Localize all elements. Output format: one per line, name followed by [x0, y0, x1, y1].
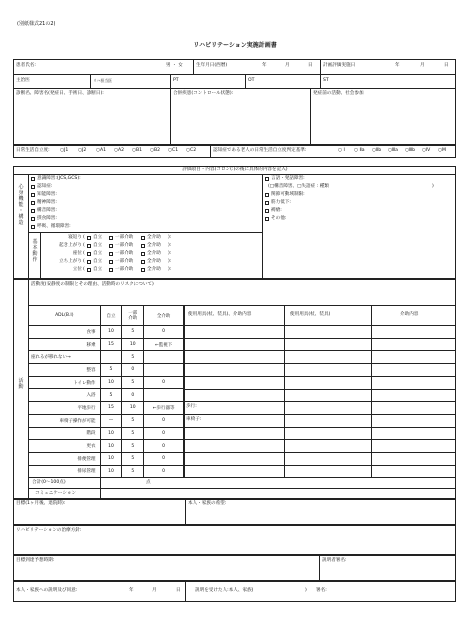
table-row: [29, 414, 184, 427]
eval-day: 日: [444, 63, 449, 68]
table-cell: 0: [144, 414, 184, 427]
pt-label: PT: [173, 78, 179, 83]
disabled-option[interactable]: ○A2: [114, 148, 125, 153]
col-header-partial: 一部 介助: [122, 306, 144, 326]
divider: [210, 145, 211, 158]
sex-label: 男 ・ 女: [166, 63, 183, 68]
table-cell: 10: [100, 465, 122, 478]
divider: [40, 232, 41, 279]
patient-name-label: 患者氏名:: [16, 63, 36, 68]
consent-day: 日: [176, 588, 181, 593]
basic-movement-option: 一部介助: [115, 243, 134, 248]
table-cell: 排尿管理: [29, 465, 101, 478]
dementia-option[interactable]: ○ Ⅰ: [338, 148, 345, 153]
checkbox[interactable]: [31, 193, 35, 197]
dementia-option[interactable]: ○M: [438, 148, 446, 153]
basic-movement-option: 全介助: [147, 243, 161, 248]
eval-year: 年: [395, 63, 400, 68]
dob-label: 生年月日(西暦): [196, 63, 228, 68]
divider: [184, 338, 456, 339]
table-cell: 10: [122, 338, 144, 351]
checkbox[interactable]: [87, 252, 91, 256]
basic-movement-option: 自立: [93, 259, 103, 264]
checkbox[interactable]: [265, 201, 269, 205]
col-header-independent: 自立: [100, 306, 122, 326]
table-row: [29, 452, 184, 465]
basic-movement-close-paren: ):: [168, 251, 172, 256]
eval-item: (□構音障害、□失語症 : 種類: [268, 184, 329, 189]
disabled-option[interactable]: ○J1: [60, 148, 69, 153]
disabled-option[interactable]: ○A1: [96, 148, 107, 153]
table-cell: 5: [122, 326, 144, 339]
table-cell: 10: [100, 427, 122, 440]
divider: [185, 499, 186, 525]
divider: [310, 88, 311, 145]
consent-month: 月: [152, 588, 157, 593]
table-cell: 10: [100, 376, 122, 389]
disabled-option[interactable]: ○B1: [132, 148, 143, 153]
divider: [184, 414, 456, 415]
divider: [28, 477, 456, 478]
checkbox[interactable]: [109, 252, 113, 256]
eval-item: ): [432, 184, 434, 189]
basic-movement-item-label: 立位: [72, 267, 82, 272]
table-cell: 0: [144, 440, 184, 453]
table-cell: 5: [122, 414, 144, 427]
table-cell: 10: [100, 452, 122, 465]
table-cell: 5: [100, 364, 122, 377]
checkbox[interactable]: [31, 201, 35, 205]
checkbox[interactable]: [141, 252, 145, 256]
basic-movement-open-paren: (: [83, 235, 85, 240]
col-header-assist2: 介助内容: [400, 312, 419, 317]
table-row: [29, 389, 184, 402]
basic-movement-option: 一部介助: [115, 251, 134, 256]
checkbox[interactable]: [109, 236, 113, 240]
basic-movement-option: 全介助: [147, 267, 161, 272]
eval-item: 意識障害:(JCS,GCS):: [37, 176, 81, 181]
table-cell: 移乗: [29, 338, 101, 351]
table-cell: 0: [144, 427, 184, 440]
basic-movement-close-paren: ):: [168, 259, 172, 264]
table-row: [29, 338, 184, 351]
basic-movement-option: 自立: [93, 267, 103, 272]
eval-item: その他:: [271, 216, 287, 221]
table-cell: [144, 351, 184, 364]
checkbox[interactable]: [31, 209, 35, 213]
eval-item: 呼吸、循環障害:: [37, 224, 71, 229]
basic-movement-item-label: 立ち上がり: [59, 259, 82, 264]
divider: [184, 439, 456, 440]
activity-section-label: 活 動: [18, 378, 24, 390]
explainer-signature-label: 説明者署名:: [322, 558, 347, 563]
policy-label: リハビリテーションの治療方針:: [16, 528, 82, 533]
divider: [262, 174, 263, 279]
table-cell: 0: [122, 364, 144, 377]
divider: [184, 363, 456, 364]
total-label: 合計(0〜100点): [32, 480, 66, 485]
adl-table: [28, 305, 184, 478]
table-cell: 車椅子操作が可能: [29, 414, 101, 427]
divider: [28, 174, 29, 279]
dementia-label: 認知症である老人の日常生活自立度判定基準:: [213, 148, 307, 153]
eval-item: 言語・発話障害:: [271, 176, 305, 181]
body-function-section-label: 心 身 機 能 ・ 構 造: [18, 184, 24, 226]
eval-date-label: 計画評価実施日: [323, 63, 356, 68]
checkbox[interactable]: [31, 225, 35, 229]
checkbox[interactable]: [87, 260, 91, 264]
rehab-doctor-label: リハ担当医: [93, 78, 112, 83]
table-cell: ←監視下: [144, 338, 184, 351]
page-title: リハビリテーション実施計画書: [193, 42, 277, 49]
divider: [184, 465, 456, 466]
eval-month: 月: [420, 63, 425, 68]
basic-movement-option: 全介助: [147, 235, 161, 240]
table-cell: [144, 389, 184, 402]
table-cell: 10: [100, 440, 122, 453]
table-cell: 食事: [29, 326, 101, 339]
eval-item: 筋力低下:: [271, 200, 291, 205]
table-row: [29, 376, 184, 389]
table-cell: 0: [144, 465, 184, 478]
divider: [320, 74, 321, 89]
dementia-option[interactable]: ○Ⅱb: [372, 148, 382, 153]
basic-movement-item-label: 起き上がり: [59, 243, 82, 248]
basic-movement-option: 全介助: [147, 251, 161, 256]
table-cell: 入浴: [29, 389, 101, 402]
divider: [184, 427, 456, 428]
complication-label: 合併疾患(コントロール状態):: [173, 91, 234, 96]
checkbox[interactable]: [265, 217, 269, 221]
basic-movement-close-paren: ):: [168, 267, 172, 272]
checkbox[interactable]: [109, 268, 113, 272]
checkbox[interactable]: [31, 177, 35, 181]
checkbox[interactable]: [31, 185, 35, 189]
eval-item: 関節可動域制限:: [271, 192, 305, 197]
basic-movement-open-paren: (: [83, 243, 85, 248]
adl-note: 歩行:: [186, 404, 197, 410]
table-row: [29, 364, 184, 377]
adl-note: 車椅子:: [186, 416, 202, 422]
table-cell: 15: [100, 402, 122, 415]
basic-movement-option: 全介助: [147, 259, 161, 264]
basic-movement-open-paren: (: [83, 251, 85, 256]
evaluation-header: 評価項目・内容(コロン(:)の後に具体的内容を記入): [182, 167, 288, 172]
table-cell: ←歩行器等: [144, 402, 184, 415]
dob-year: 年: [262, 63, 267, 68]
basic-movement-close-paren: ):: [168, 243, 172, 248]
basic-movement-option: 一部介助: [115, 267, 134, 272]
divider: [13, 74, 456, 75]
divider: [184, 401, 456, 402]
table-cell: 10: [100, 326, 122, 339]
col-header-aids: 使用用具(杖、装具)、介助内容: [188, 312, 252, 317]
consent-year: 年: [129, 588, 134, 593]
table-cell: 10: [122, 402, 144, 415]
basic-movement-open-paren: (: [83, 267, 85, 272]
goal-date-label: 目標到達予想時期:: [16, 558, 55, 563]
total-unit: 点: [146, 480, 151, 485]
basic-movement-option: 一部介助: [115, 235, 134, 240]
divider: [184, 452, 456, 453]
table-row: [29, 465, 184, 478]
table-cell: —: [100, 414, 122, 427]
activity-header: 活動度(安静度の制限とその理由、活動時のリスクについて): [31, 282, 154, 287]
basic-movement-label: 基 本 動 作: [32, 239, 38, 263]
divider: [319, 555, 320, 581]
table-cell: 5: [122, 465, 144, 478]
disabled-option[interactable]: ○C2: [186, 148, 197, 153]
table-cell: 5: [122, 351, 144, 364]
diagnosis-label: 診断名、障害名(発症日、手術日、診断日):: [16, 91, 104, 96]
checkbox[interactable]: [141, 260, 145, 264]
dementia-option[interactable]: ○Ⅲb: [405, 148, 416, 153]
table-cell: 5: [122, 452, 144, 465]
table-cell: 座れるが移れない→: [29, 351, 101, 364]
eval-item: 知能障害:: [37, 192, 57, 197]
table-cell: 整容: [29, 364, 101, 377]
dob-month: 月: [285, 63, 290, 68]
goal-date-row: [13, 555, 456, 581]
person-label: 説明を受けた人:本人、家族(: [195, 588, 254, 593]
basic-movement-option: 一部介助: [115, 259, 134, 264]
dementia-option[interactable]: ○ Ⅱa: [354, 148, 365, 153]
checkbox[interactable]: [109, 244, 113, 248]
table-cell: 5: [122, 427, 144, 440]
table-cell: 排便管理: [29, 452, 101, 465]
divider: [170, 88, 171, 145]
eval-item: 認知症:: [37, 184, 53, 189]
table-cell: 階段: [29, 427, 101, 440]
col-header-aids2: 使用用具(杖、装具): [290, 312, 331, 317]
signature-label: 署名:: [316, 588, 327, 593]
col-header-full: 全介助: [144, 306, 184, 326]
premorbid-label: 発症前の活動、社会参加: [313, 91, 364, 96]
table-cell: トイレ動作: [29, 376, 101, 389]
table-cell: 更衣: [29, 440, 101, 453]
checkbox[interactable]: [265, 193, 269, 197]
checkbox[interactable]: [87, 244, 91, 248]
ot-label: OT: [248, 78, 255, 83]
table-row: [29, 351, 184, 364]
disabled-option[interactable]: ○B2: [150, 148, 161, 153]
table-cell: 5: [122, 376, 144, 389]
eval-item: 構音障害:: [37, 208, 57, 213]
basic-movement-open-paren: (: [83, 259, 85, 264]
eval-item: 精神障害:: [37, 200, 57, 205]
divider: [320, 59, 321, 74]
eval-item: 褥瘡:: [271, 208, 282, 213]
table-cell: 0: [122, 389, 144, 402]
checkbox[interactable]: [141, 268, 145, 272]
disabled-option[interactable]: ○C1: [168, 148, 179, 153]
st-label: ST: [323, 78, 329, 83]
divider: [13, 174, 456, 175]
dementia-option[interactable]: ○Ⅳ: [422, 148, 431, 153]
table-cell: 15: [100, 338, 122, 351]
checkbox[interactable]: [141, 236, 145, 240]
table-cell: [100, 351, 122, 364]
divider: [170, 74, 171, 89]
table-cell: [144, 364, 184, 377]
close-paren: ): [305, 588, 307, 593]
checkbox[interactable]: [87, 236, 91, 240]
checkbox[interactable]: [31, 217, 35, 221]
divider: [28, 488, 456, 489]
wish-label: 本人・家族の希望:: [188, 501, 227, 506]
col-header-adl: ADL(B.I): [29, 306, 101, 326]
basic-movement-option: 自立: [93, 251, 103, 256]
divider: [184, 376, 456, 377]
divider: [184, 389, 456, 390]
dementia-option[interactable]: ○Ⅲa: [388, 148, 398, 153]
basic-movement-close-paren: ):: [168, 235, 172, 240]
doctor-label: 主治医: [16, 78, 30, 83]
consent-label: 本人・家族への説明及び同意:: [16, 588, 78, 593]
basic-movement-option: 自立: [93, 243, 103, 248]
table-cell: 5: [100, 389, 122, 402]
table-row: [29, 402, 184, 415]
form-number: (別紙様式21の2): [17, 21, 56, 27]
basic-movement-item-label: 寝返り: [68, 235, 82, 240]
divider: [185, 581, 186, 602]
checkbox[interactable]: [141, 244, 145, 248]
divider: [245, 74, 246, 89]
goal-label: 目標(1ヶ月後、退院時):: [16, 501, 66, 506]
table-cell: 平地歩行: [29, 402, 101, 415]
checkbox[interactable]: [265, 209, 269, 213]
divider: [28, 232, 262, 233]
goal-row: [13, 499, 456, 525]
disabled-independence-label: 日常生活自立度:: [16, 148, 50, 153]
table-row: [29, 326, 184, 339]
table-cell: 5: [122, 440, 144, 453]
eval-item: 摂食障害:: [37, 216, 57, 221]
table-cell: 0: [144, 376, 184, 389]
table-row: [29, 440, 184, 453]
basic-movement-option: 自立: [93, 235, 103, 240]
disabled-option[interactable]: ○J2: [78, 148, 87, 153]
table-row: [29, 427, 184, 440]
basic-movement-item-label: 座位: [72, 251, 82, 256]
divider: [193, 59, 194, 74]
checkbox[interactable]: [265, 177, 269, 181]
checkbox[interactable]: [109, 260, 113, 264]
divider: [90, 74, 91, 89]
communication-label: コミュニケーション: [35, 491, 77, 496]
checkbox[interactable]: [87, 268, 91, 272]
divider: [184, 325, 456, 326]
table-cell: 0: [144, 452, 184, 465]
table-cell: 0: [144, 326, 184, 339]
divider: [184, 350, 456, 351]
divider: [100, 477, 101, 499]
dob-day: 日: [308, 63, 313, 68]
